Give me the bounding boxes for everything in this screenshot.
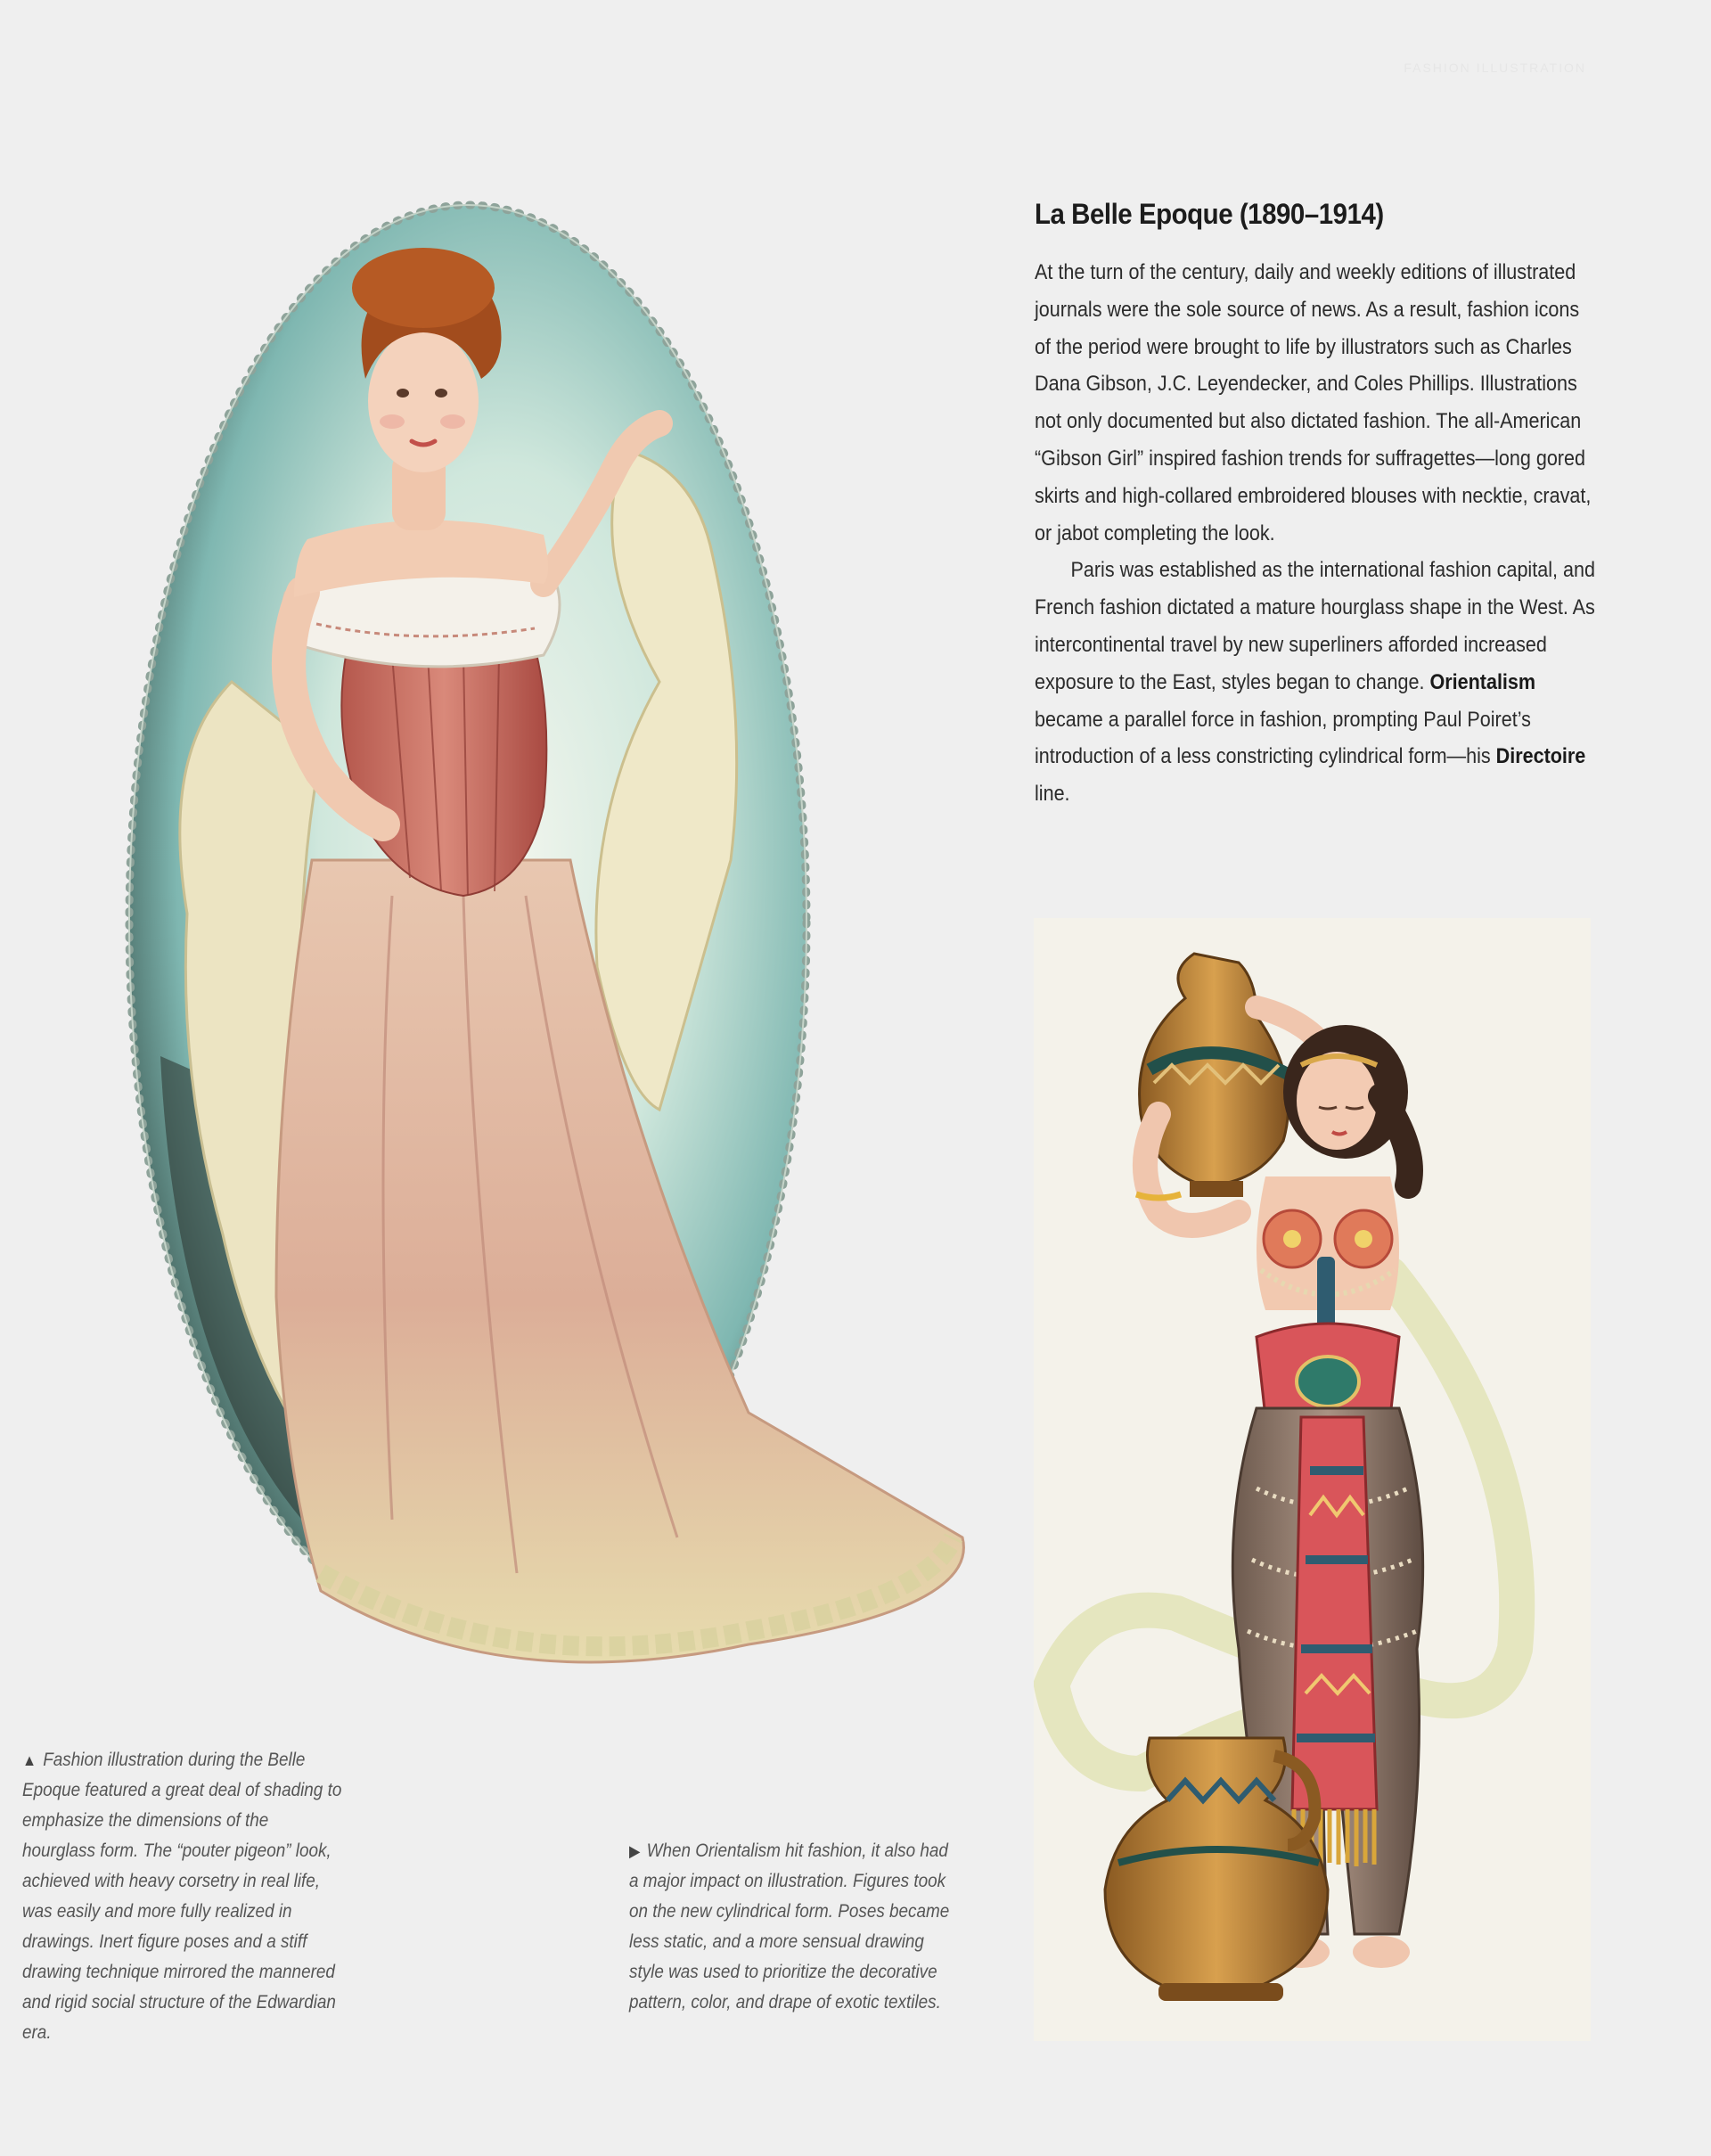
caption-up-arrow-icon: ▲ [22, 1751, 37, 1769]
caption-right-text: When Orientalism hit fashion, it also had a major impact on illustration. Figures took on the new cylindrical form. Poses became less static, and a more sensual drawing style was used to prioritize the decorative pattern, color, and drape of exotic textiles. [629, 1840, 950, 2013]
caption-belle-epoque [22, 1745, 343, 2048]
paragraph-2-text-b: became a parallel force in fashion, prompting Paul Poiret’s introduction of a less constricting cylindrical form—his [1035, 707, 1531, 769]
article [1035, 198, 1596, 813]
paragraph-2-text-c: line. [1035, 782, 1070, 807]
section-title: La Belle Epoque (1890–1914) [1035, 198, 1384, 230]
belle-epoque-figure-drawing [125, 183, 980, 1716]
running-head: FASHION ILLUSTRATION [1404, 61, 1586, 75]
term-directoire: Directoire [1495, 744, 1586, 769]
paragraph-1: At the turn of the century, daily and weekly editions of illustrated journals were the sole source of news. As a result, fashion icons of the period were brought to life by illustrators such as Charles Dana Gibson, J.C. Leyendecker, and Coles Phillips. Illustrations not only documented but also dictated fashion. The all-American “Gibson Girl” inspired fashion trends for suffragettes—long gored skirts and high-collared embroidered blouses with necktie, cravat, or jabot completing the look. [1035, 260, 1592, 545]
caption-orientalism [629, 1836, 958, 2018]
caption-right-arrow-icon: ▶ [629, 1842, 641, 1860]
belle-epoque-illustration [125, 183, 980, 1716]
orientalism-figure-drawing [1034, 918, 1591, 2041]
orientalism-illustration [1034, 918, 1591, 2041]
caption-left-text: Fashion illustration during the Belle Epoque featured a great deal of shading to emphasize the dimensions of the hourglass form. The “pouter pigeon” look, achieved with heavy corsetry in real life, was easily and more fully realized in drawings. Inert figure poses and a stiff drawing technique mirrored the mannered and rigid social structure of the Edwardian era. [22, 1750, 342, 2043]
paragraph-2 [1035, 552, 1598, 813]
paragraph-2-text-a: Paris was established as the international fashion capital, and French fashion dictated a mature hourglass shape in the West. As intercontinental travel by new superliners afforded increased exposure to the East, styles began to change. [1035, 558, 1595, 694]
term-orientalism: Orientalism [1429, 669, 1536, 694]
